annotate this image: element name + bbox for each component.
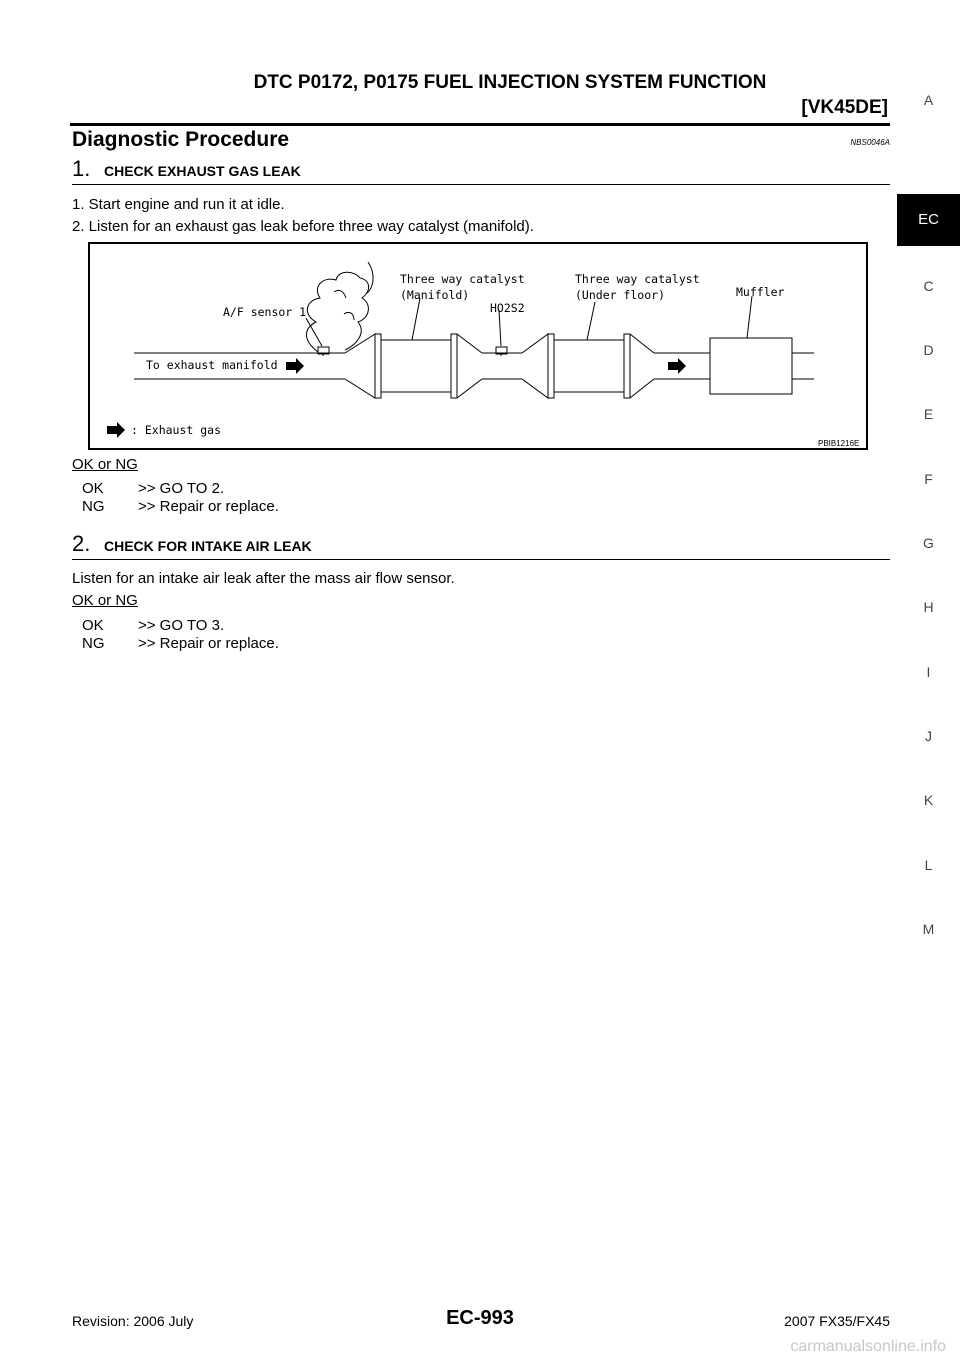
tab-ec[interactable]: EC — [897, 194, 960, 246]
instruction: 1. Start engine and run it at idle. — [72, 196, 285, 213]
result-action: >> Repair or replace. — [138, 498, 279, 515]
tab-e[interactable]: E — [923, 406, 934, 422]
result-action: >> Repair or replace. — [138, 635, 279, 652]
footer-revision: Revision: 2006 July — [72, 1313, 194, 1329]
step-title: CHECK EXHAUST GAS LEAK — [104, 163, 301, 179]
tab-f[interactable]: F — [924, 471, 933, 487]
result-action: >> GO TO 2. — [138, 480, 225, 497]
tab-a[interactable]: A — [923, 92, 934, 108]
footer-page-number: EC-993 — [446, 1307, 514, 1329]
step-number: 1. — [72, 156, 91, 181]
step-1-heading — [72, 156, 890, 185]
step-number: 2. — [72, 531, 91, 556]
watermark: carmanualsonline.info — [790, 1338, 946, 1355]
flow-arrow-icon — [286, 358, 304, 374]
label-manifold-catalyst: Three way catalyst — [400, 272, 525, 286]
page-header-title: DTC P0172, P0175 FUEL INJECTION SYSTEM FUNCTION — [253, 72, 767, 93]
step-title: CHECK FOR INTAKE AIR LEAK — [104, 538, 312, 554]
exhaust-diagram — [88, 242, 868, 450]
result-ng — [82, 635, 279, 652]
label-manifold-catalyst-sub: (Manifold) — [400, 288, 470, 302]
result-code: OK — [82, 480, 104, 497]
result-code: OK — [82, 617, 104, 634]
tab-d[interactable]: D — [923, 342, 934, 358]
flow-arrow-icon — [668, 358, 686, 374]
tab-i[interactable]: I — [926, 664, 931, 680]
section-id: NBS0046A — [850, 138, 890, 147]
instruction: Listen for an intake air leak after the mass air flow sensor. — [72, 570, 455, 587]
page-header-engine: [VK45DE] — [801, 97, 888, 118]
instruction: 2. Listen for an exhaust gas leak before three way catalyst (manifold). — [72, 218, 534, 235]
okng-label: OK or NG — [72, 456, 138, 473]
step-2-heading — [72, 531, 890, 560]
label-to-manifold: To exhaust manifold — [146, 358, 278, 372]
tab-m[interactable]: M — [922, 921, 935, 937]
footer-model: 2007 FX35/FX45 — [784, 1313, 890, 1329]
result-code: NG — [82, 498, 105, 515]
label-muffler: Muffler — [736, 285, 785, 299]
result-code: NG — [82, 635, 105, 652]
result-ok — [82, 480, 224, 497]
label-af-sensor: A/F sensor 1 — [223, 305, 307, 319]
section-index-tabs — [897, 60, 960, 960]
header-rule — [70, 123, 890, 126]
label-underfloor-catalyst-sub: (Under floor) — [575, 288, 666, 302]
flow-arrow-icon — [107, 422, 125, 438]
tab-j[interactable]: J — [925, 728, 932, 744]
tab-g[interactable]: G — [923, 535, 934, 551]
tab-l[interactable]: L — [924, 857, 933, 873]
diagram-code: PBIB1216E — [818, 439, 860, 448]
label-underfloor-catalyst: Three way catalyst — [575, 272, 700, 286]
result-ok — [82, 617, 224, 634]
label-ho2s2: HO2S2 — [490, 301, 525, 315]
section-title: Diagnostic Procedure — [72, 128, 290, 151]
tab-c[interactable]: C — [923, 278, 934, 294]
legend-exhaust-gas: : Exhaust gas — [131, 423, 222, 437]
exhaust-diagram-drawing — [90, 244, 870, 452]
tab-k[interactable]: K — [923, 792, 934, 808]
result-ng — [82, 498, 279, 515]
tab-h[interactable]: H — [923, 599, 934, 615]
okng-label: OK or NG — [72, 592, 138, 609]
result-action: >> GO TO 3. — [138, 617, 225, 634]
